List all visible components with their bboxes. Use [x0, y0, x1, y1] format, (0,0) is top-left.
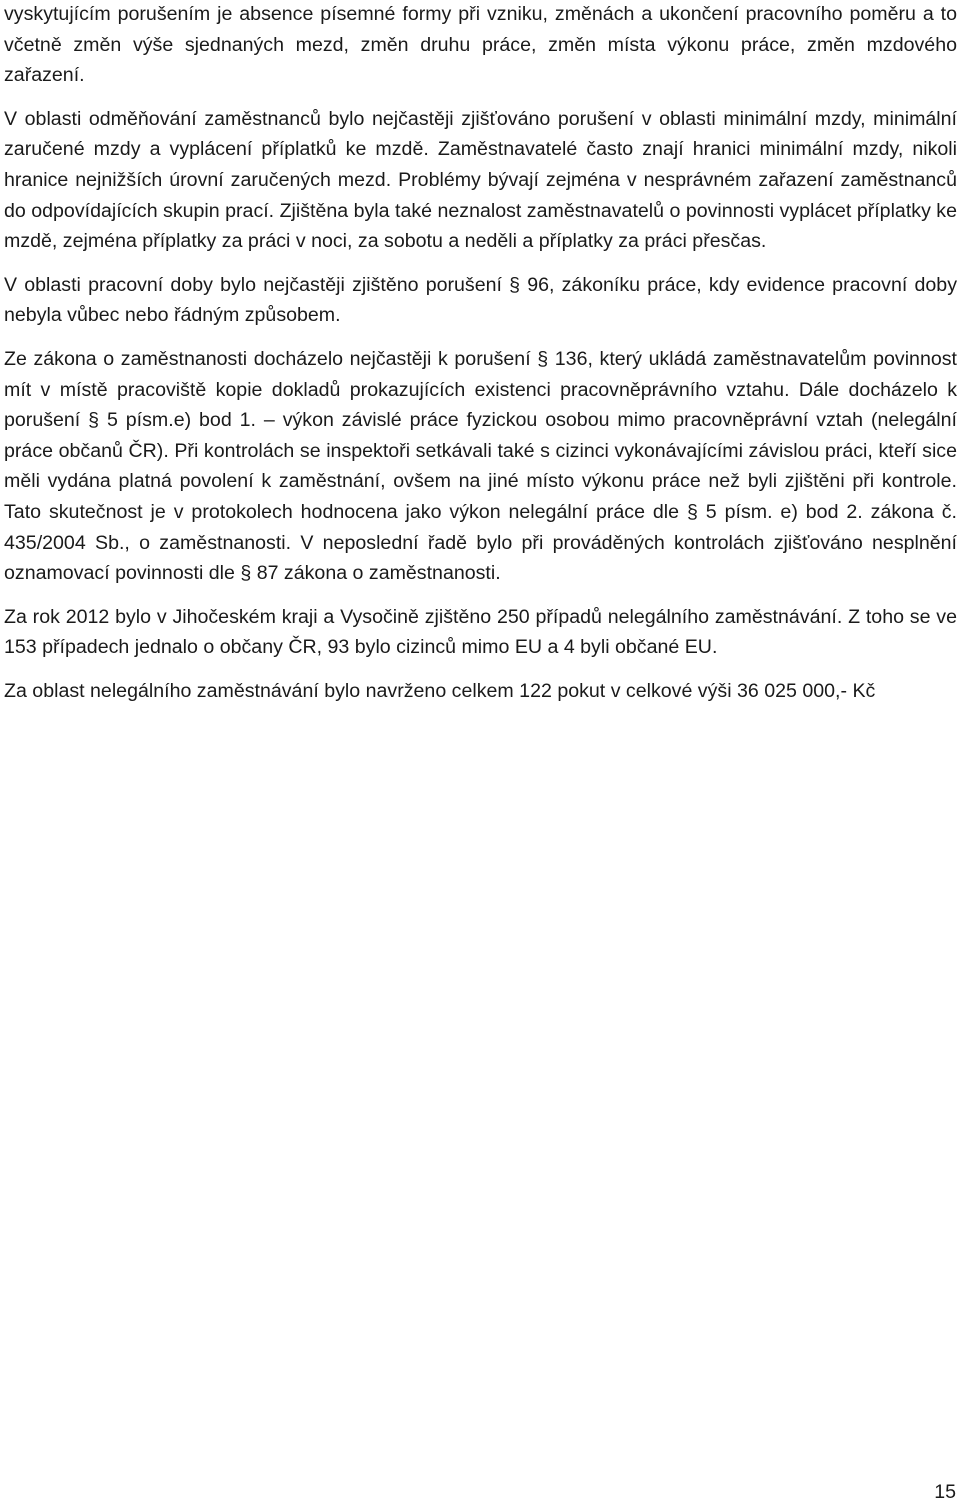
document-page: [4, 0, 957, 719]
paragraph-illegal-employment-2012: Za rok 2012 bylo v Jihočeském kraji a Vysočině zjištěno 250 případů nelegálního zaměstnávání. Z toho se ve 153 případech jednalo o občany ČR, 93 bylo cizinců mimo EU a 4 byli občané EU.: [4, 605, 957, 659]
page-number: 15: [934, 1481, 956, 1503]
paragraph-employment-act: Ze zákona o zaměstnanosti docházelo nejčastěji k porušení § 136, který ukládá zaměstnavatelům povinnost mít v místě pracoviště kopie dokladů prokazujících existenci pracovněprávního vztahu. Dále docházelo k porušení § 5 písm.e) bod 1. – výkon závislé práce fyzickou osobou mimo pracovněprávní vztah (nelegální práce občanů ČR). Při kontrolách se inspektoři setkávali také s cizinci vykonávajícími závislou práci, kteří sice měli vydána platná povolení k zaměstnání, ovšem na jiné místo výkonu práce než byli zjištěni při kontrole. Tato skutečnost je v protokolech hodnocena jako výkon nelegální práce dle § 5 písm. e) bod 2. zákona č. 435/2004 Sb., o zaměstnanosti. V neposlední řadě bylo při prováděných kontrolách zjišťováno nesplnění oznamovací povinnosti dle § 87 zákona o zaměstnanosti.: [4, 347, 957, 585]
paragraph-remuneration: V oblasti odměňování zaměstnanců bylo nejčastěji zjišťováno porušení v oblasti minimální mzdy, minimální zaručené mzdy a vyplácení příplatků ke mzdě. Zaměstnavatelé často znají hranici minimální mzdy, nikoli hranice nejnižších úrovní zaručených mezd. Problémy bývají zejména v nesprávném zařazení zaměstnanců do odpovídajících skupin prací. Zjištěna byla také neznalost zaměstnavatelů o povinnosti vyplácet příplatky ke mzdě, zejména příplatky za práci v noci, za sobotu a neděli a příplatky za práci přesčas.: [4, 107, 958, 253]
paragraph-working-time: V oblasti pracovní doby bylo nejčastěji zjištěno porušení § 96, zákoníku práce, kdy evidence pracovní doby nebyla vůbec nebo řádným způsobem.: [4, 273, 957, 327]
paragraph-contract-form-violations: vyskytujícím porušením je absence písemné formy při vzniku, změnách a ukončení pracovního poměru a to včetně změn výše sjednaných mezd, změn druhu práce, změn místa výkonu práce, změn mzdového zařazení.: [4, 3, 957, 87]
paragraph-fines: Za oblast nelegálního zaměstnávání bylo navrženo celkem 122 pokut v celkové výši 36 025 000,- Kč: [4, 679, 876, 702]
